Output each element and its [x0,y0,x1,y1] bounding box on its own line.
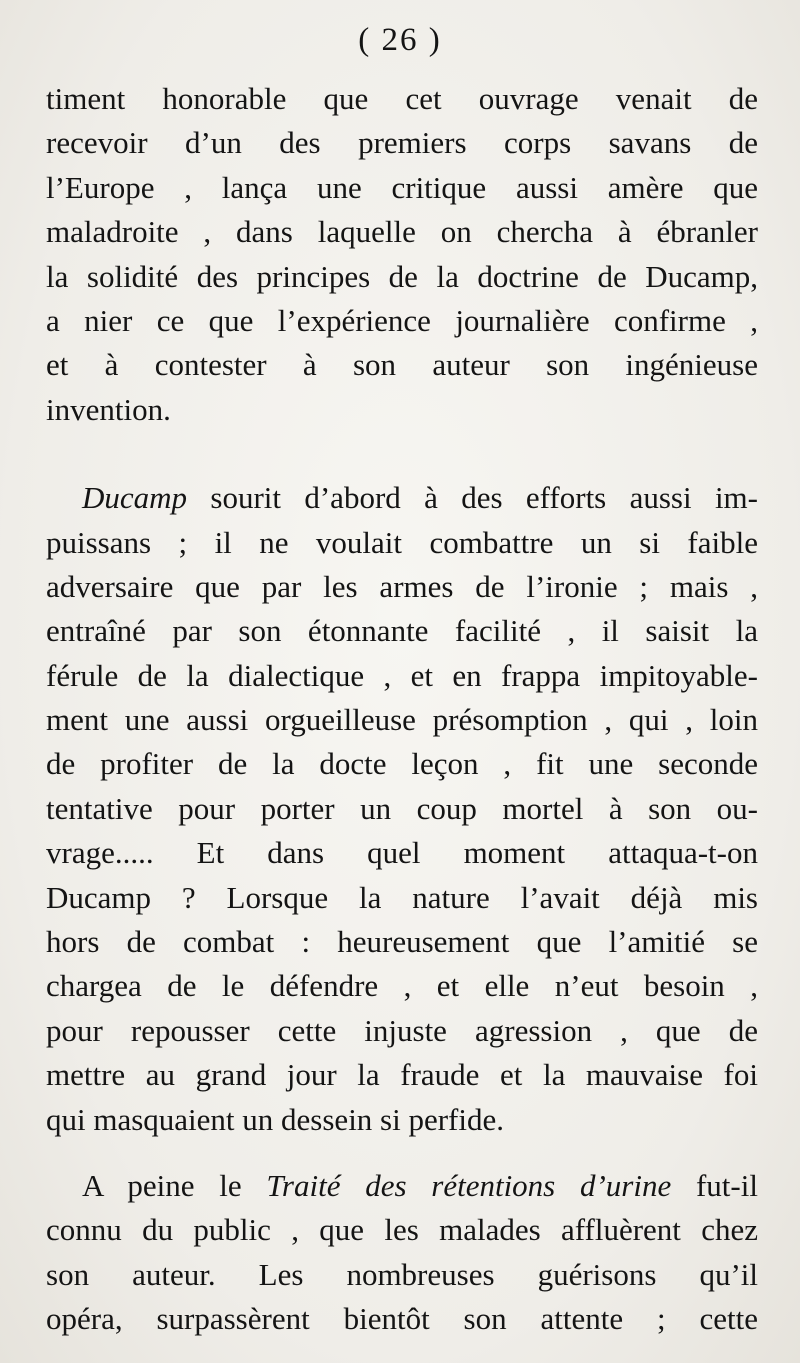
text-line [46,1164,758,1208]
text-line: l’Europe , lança une critique aussi amère que [46,169,758,205]
text-line: et à contester à son auteur son ingénieuse [46,347,758,383]
line-rest: sourit d’abord à des efforts aussi im- [187,480,758,516]
text-line: Ducamp ? Lorsque la nature l’avait déjà mis [46,879,758,915]
paragraph-3 [46,1164,758,1342]
text-line: chargea de le défendre , et elle n’eut besoin , [46,968,758,1004]
text-line: tentative pour porter un coup mortel à son ou- [46,790,758,826]
text-line [46,476,758,520]
italic-title: Traité des rétentions d’urine [266,1167,672,1203]
text-line: adversaire que par les armes de l’ironie ; mais , [46,568,758,604]
text-line: qui masquaient un dessein si perfide. [46,1101,505,1137]
text-line: puissans ; il ne voulait combattre un si faible [46,524,758,560]
line-rest: fut-il [671,1167,758,1203]
text-line: de profiter de la docte leçon , fit une seconde [46,746,758,782]
text-line: connu du public , que les malades affluèrent chez [46,1212,758,1248]
body-text [46,77,758,1342]
text-line: recevoir d’un des premiers corps savans de [46,125,758,161]
page-number: ( 26 ) [358,22,442,58]
line-start: A peine le [82,1167,267,1203]
paragraph-1 [46,77,758,432]
italic-name: Ducamp [82,480,188,516]
text-line: opéra, surpassèrent bientôt son attente ; cette [46,1301,758,1337]
paragraph-2 [46,476,758,1142]
text-line: invention. [46,391,171,427]
text-line: férule de la dialectique , et en frappa impitoyable- [46,657,758,693]
text-line: mettre au grand jour la fraude et la mauvaise foi [46,1057,758,1093]
paragraph-gap [46,1142,758,1164]
text-line: entraîné par son étonnante facilité , il saisit la [46,613,758,649]
text-line: a nier ce que l’expérience journalière confirme , [46,302,758,338]
text-line: vrage..... Et dans quel moment attaqua-t-on [46,835,758,871]
paragraph-gap [46,432,758,476]
text-line: pour repousser cette injuste agression , que de [46,1012,758,1048]
text-line: son auteur. Les nombreuses guérisons qu’il [46,1256,758,1292]
text-line: maladroite , dans laquelle on chercha à ébranler [46,214,758,250]
text-line: hors de combat : heureusement que l’amitié se [46,924,758,960]
text-line: la solidité des principes de la doctrine de Ducamp, [46,258,758,294]
text-line: timent honorable que cet ouvrage venait de [46,81,758,116]
text-line: ment une aussi orgueilleuse présomption , qui , loin [46,702,758,738]
